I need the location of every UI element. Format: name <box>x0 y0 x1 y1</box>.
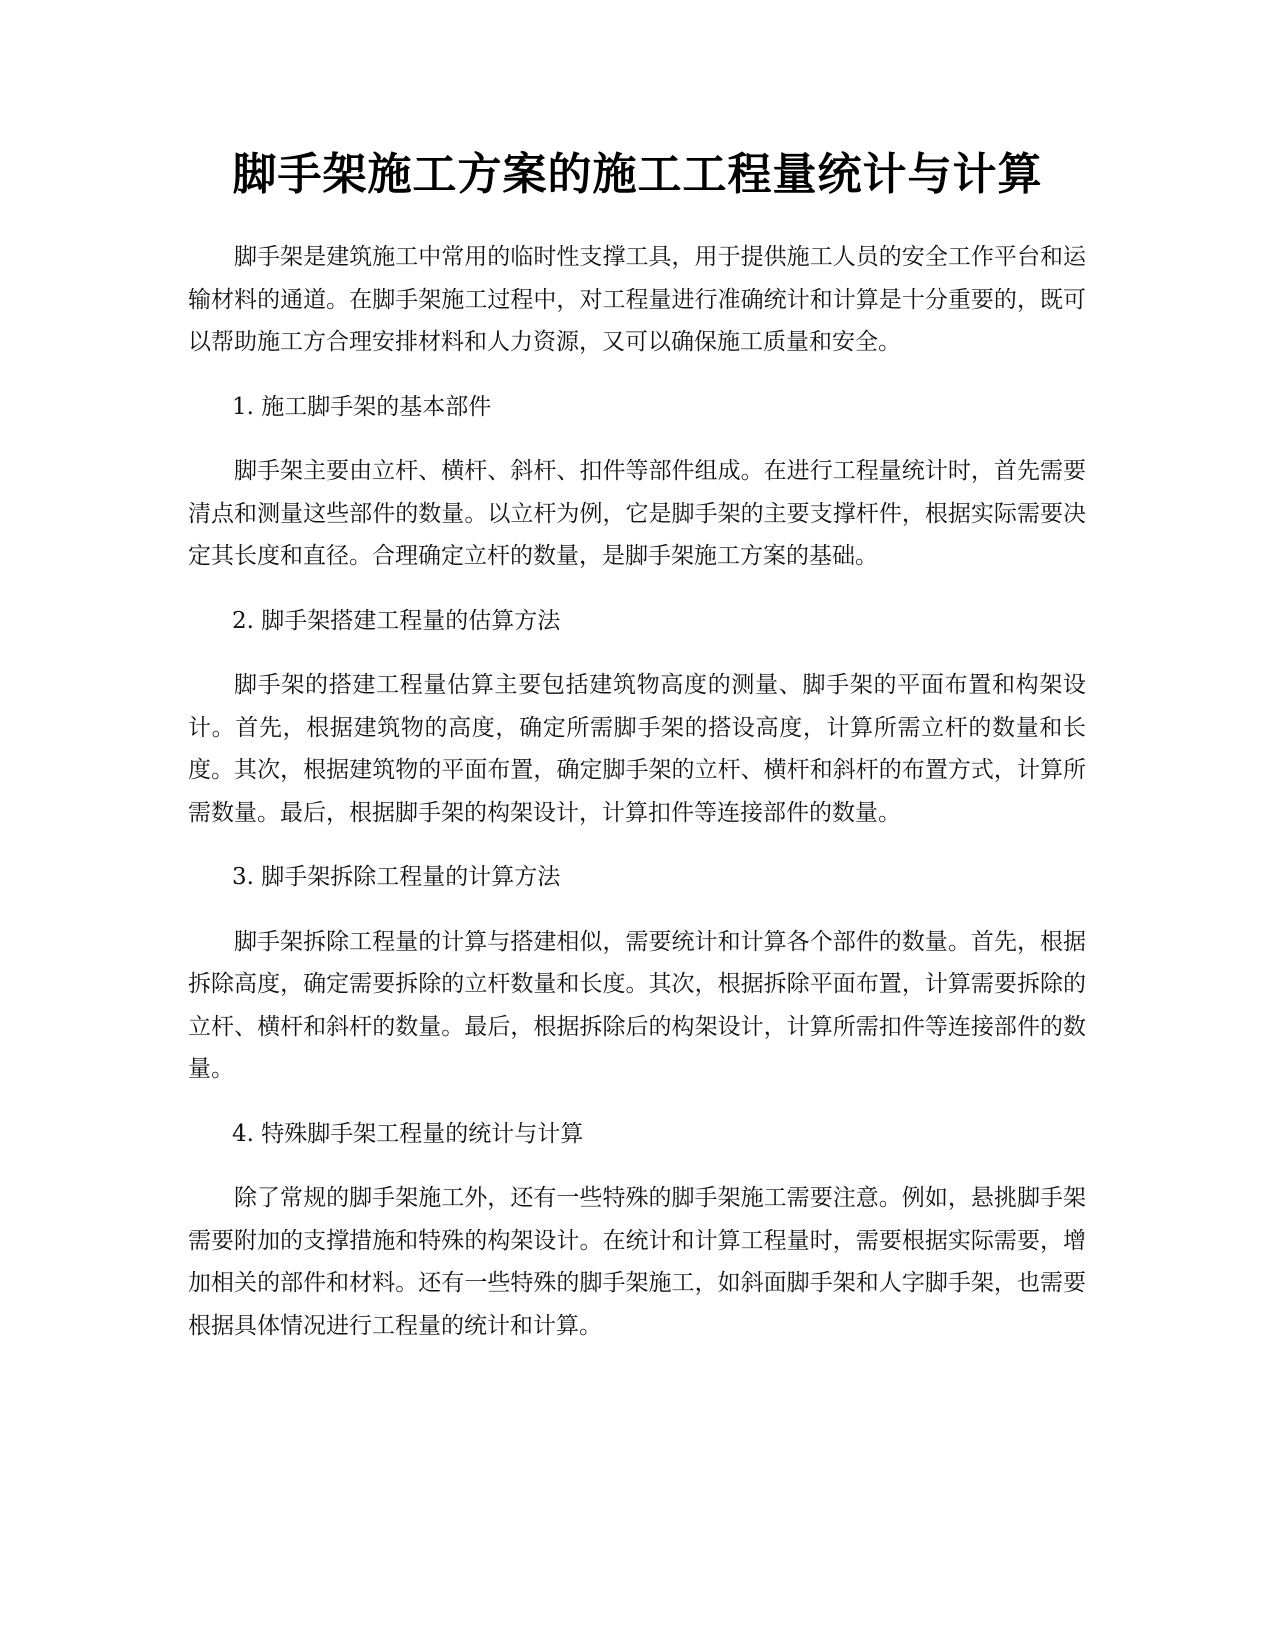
document-body <box>188 236 1086 1369</box>
document-title: 脚手架施工方案的施工工程量统计与计算 <box>232 149 1043 200</box>
section-heading-2: 2. 脚手架搭建工程量的估算方法 <box>232 607 561 634</box>
section-heading-3: 3. 脚手架拆除工程量的计算方法 <box>232 864 561 890</box>
section-body-2: 脚手架的搭建工程量估算主要包括建筑物高度的测量、脚手架的平面布置和构架设计。首先，根据建筑物的高度，确定所需脚手架的搭设高度，计算所需立杆的数量和长度。其次，根据建筑物的平面布置，确定脚手架的立杆、横杆和斜杆的布置方式，计算所需数量。最后，根据脚手架的构架设计，计算扣件等连接部件的数量。 <box>188 672 1086 826</box>
section-body-1: 脚手架主要由立杆、横杆、斜杆、扣件等部件组成。在进行工程量统计时，首先需要清点和测量这些部件的数量。以立杆为例，它是脚手架的主要支撑杆件，根据实际需要决定其长度和直径。合理确定立杆的数量，是脚手架施工方案的基础。 <box>188 458 1086 569</box>
section-heading-1: 1. 施工脚手架的基本部件 <box>232 393 492 420</box>
intro-paragraph: 脚手架是建筑施工中常用的临时性支撑工具，用于提供施工人员的安全工作平台和运输材料的通道。在脚手架施工过程中，对工程量进行准确统计和计算是十分重要的，既可以帮助施工方合理安排材料和人力资源，又可以确保施工质量和安全。 <box>188 244 1086 355</box>
section-body-4: 除了常规的脚手架施工外，还有一些特殊的脚手架施工需要注意。例如，悬挑脚手架需要附加的支撑措施和特殊的构架设计。在统计和计算工程量时，需要根据实际需要，增加相关的部件和材料。还有一些特殊的脚手架施工，如斜面脚手架和人字脚手架，也需要根据具体情况进行工程量的统计和计算。 <box>188 1185 1086 1339</box>
section-heading-4: 4. 特殊脚手架工程量的统计与计算 <box>232 1120 584 1147</box>
section-body-3: 脚手架拆除工程量的计算与搭建相似，需要统计和计算各个部件的数量。首先，根据拆除高度，确定需要拆除的立杆数量和长度。其次，根据拆除平面布置，计算需要拆除的立杆、横杆和斜杆的数量。最后，根据拆除后的构架设计，计算所需扣件等连接部件的数量。 <box>188 928 1086 1082</box>
